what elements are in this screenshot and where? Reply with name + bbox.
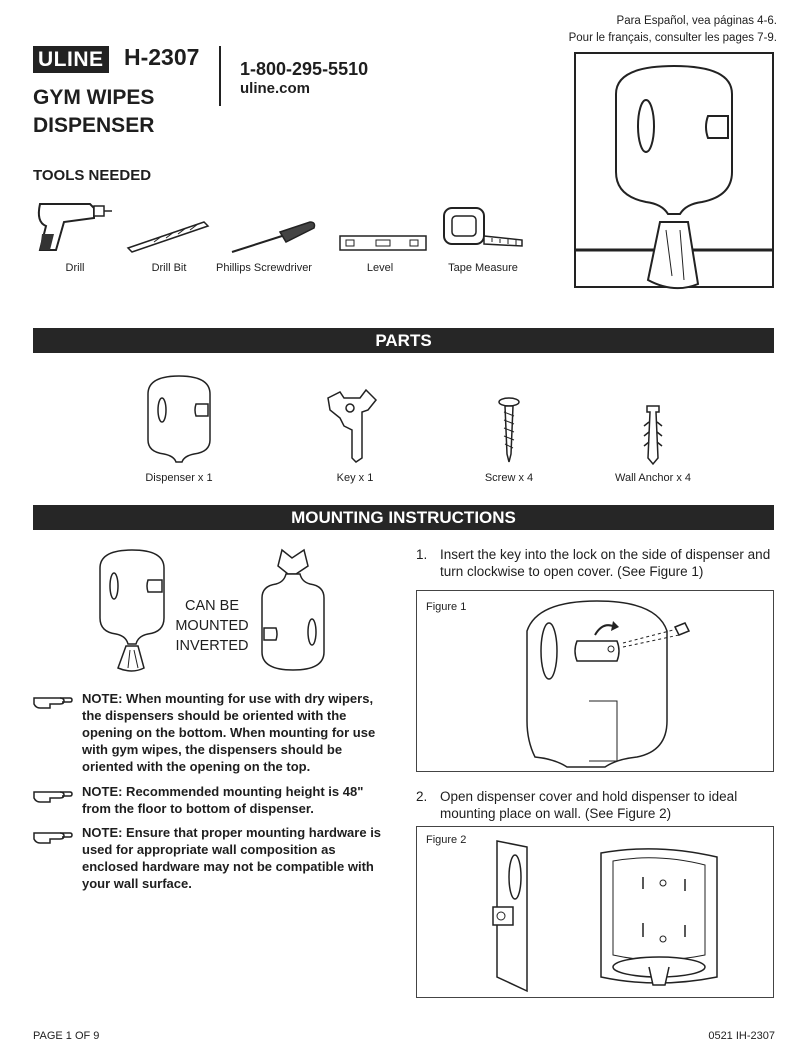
part-label-wall-anchor: Wall Anchor x 4 (614, 472, 691, 484)
note-hardware: NOTE: Ensure that proper mounting hardware is used for appropriate wall composition as enclosed hardware may not be compatible with your wall surface. (82, 825, 382, 891)
step-2-number: 2. (416, 789, 428, 804)
tool-label-screwdriver: Phillips Screwdriver (216, 262, 312, 274)
figure-2-label: Figure 2 (426, 834, 467, 846)
pointing-hand-icon (32, 827, 74, 845)
step-2 (416, 788, 776, 822)
inverted-line-2: MOUNTED (175, 618, 249, 634)
page-number: PAGE 1 OF 9 (33, 1030, 100, 1042)
step-1-number: 1. (416, 547, 428, 562)
parts-section-header: PARTS (33, 328, 774, 353)
pointing-hand-icon (32, 786, 74, 804)
drill-bit-icon (124, 218, 210, 254)
dispenser-standard-orientation-icon (96, 546, 168, 672)
mounting-section-header: MOUNTING INSTRUCTIONS (33, 505, 774, 530)
pointing-hand-icon (32, 692, 74, 710)
part-label-key: Key x 1 (336, 472, 374, 484)
figure-1-illustration-icon (417, 591, 773, 771)
tool-label-drill-bit: Drill Bit (151, 262, 187, 274)
level-icon (338, 234, 428, 252)
figure-2-illustration-icon (417, 827, 773, 997)
step-1-text: Insert the key into the lock on the side of dispenser and turn clockwise to open cover. (See Figure 1) (440, 547, 771, 579)
spanish-language-note: Para Español, vea páginas 4-6. (616, 15, 777, 27)
document-code: 0521 IH-2307 (708, 1030, 775, 1042)
title-line-1: GYM WIPES (33, 86, 155, 109)
can-be-mounted-inverted-text (166, 596, 258, 656)
model-number: H-2307 (124, 44, 200, 70)
part-label-dispenser: Dispenser x 1 (145, 472, 213, 484)
dispenser-icon (144, 374, 214, 464)
figure-1 (416, 590, 774, 772)
part-label-screw: Screw x 4 (484, 472, 534, 484)
hero-dispenser-icon (576, 54, 772, 286)
note-mounting-height: NOTE: Recommended mounting height is 48" from the floor to bottom of dispenser. (82, 784, 364, 816)
tool-label-tape-measure: Tape Measure (448, 262, 518, 274)
step-1 (416, 546, 776, 580)
inverted-line-1: CAN BE (185, 598, 239, 614)
figure-2 (416, 826, 774, 998)
screw-icon (496, 396, 522, 466)
title-line-2: DISPENSER (33, 114, 155, 137)
tools-needed-heading: TOOLS NEEDED (33, 167, 152, 184)
website: uline.com (240, 80, 311, 97)
screwdriver-icon (228, 220, 318, 256)
tool-label-level: Level (366, 262, 394, 274)
wall-anchor-icon (640, 404, 666, 466)
tape-measure-icon (440, 204, 526, 254)
header-divider (219, 46, 221, 106)
note-orientation: NOTE: When mounting for use with dry wipers, the dispensers should be oriented with the opening on the bottom. When mounting for use with gym wipes, the dispensers should be oriented with the opening on the top. (82, 691, 376, 774)
figure-1-label: Figure 1 (426, 601, 467, 613)
french-language-note: Pour le français, consulter les pages 7-9. (568, 32, 777, 44)
phone-number: 1-800-295-5510 (240, 59, 369, 79)
hero-illustration-frame (574, 52, 774, 288)
page-title (33, 84, 154, 140)
drill-icon (34, 196, 114, 256)
inverted-line-3: INVERTED (175, 638, 249, 654)
dispenser-inverted-orientation-icon (258, 548, 328, 674)
tool-label-drill: Drill (65, 262, 85, 274)
step-2-text: Open dispenser cover and hold dispenser to ideal mounting place on wall. (See Figure 2) (440, 789, 738, 821)
key-icon (322, 388, 382, 464)
uline-logo: ULINE (33, 46, 109, 73)
